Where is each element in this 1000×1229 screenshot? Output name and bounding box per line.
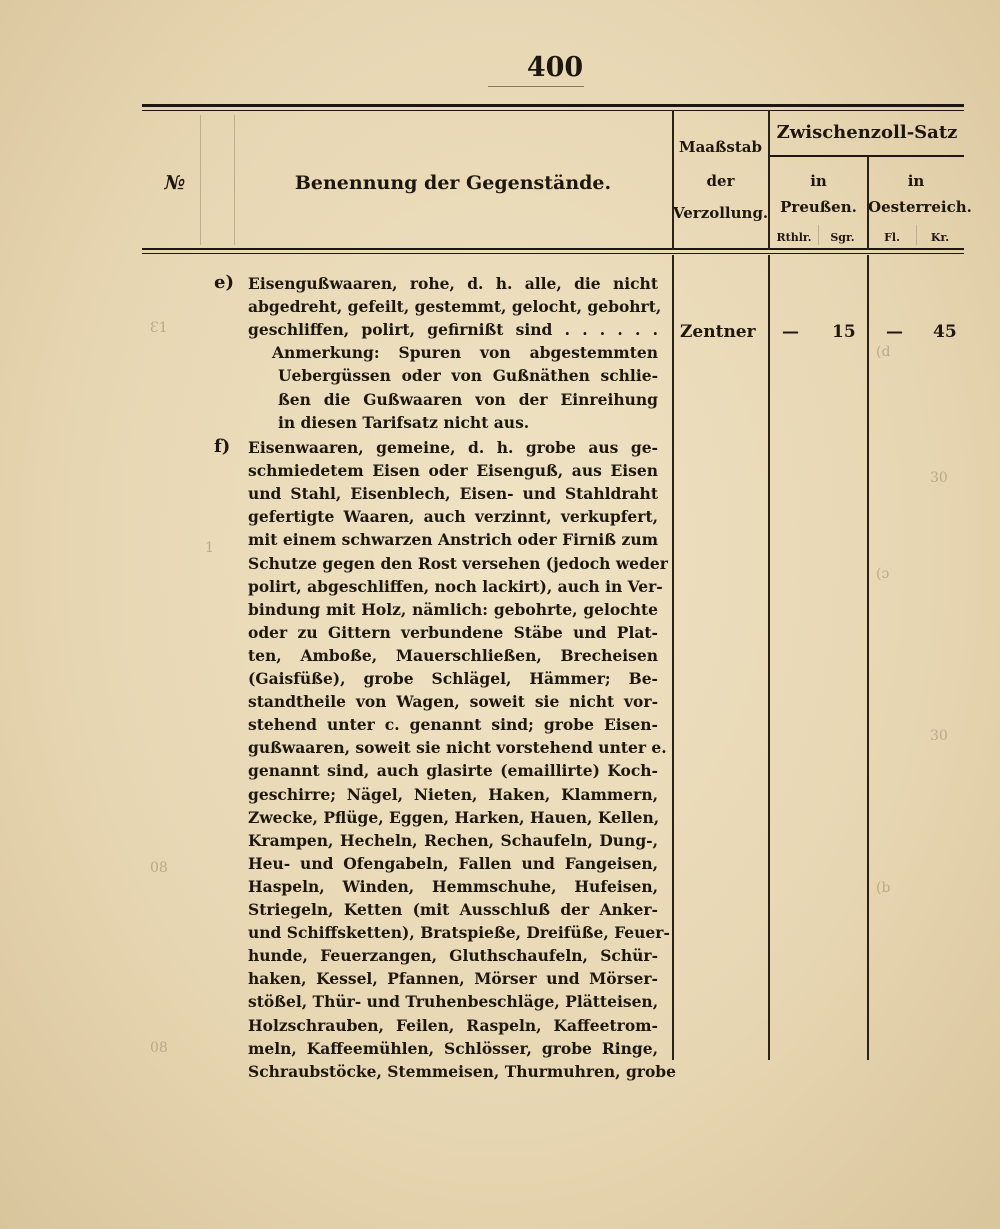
entry-text-line: genannt sind, auch glasirte (emaillirte) Koch- <box>248 761 658 781</box>
entry-text-line: Holzschrauben, Feilen, Raspeln, Kaffeetrom- <box>248 1015 658 1035</box>
header-maassstab-2: der <box>706 172 735 190</box>
entry-text-line: oder zu Gittern verbundene Stäbe und Plat- <box>248 622 658 642</box>
entry-text-line: polirt, abgeschliffen, noch lackirt), auch in Ver- <box>248 576 663 596</box>
entry-text-line: stehend unter c. genannt sind; grobe Eisen- <box>248 715 658 735</box>
entry-text-line: gefertigte Waaren, auch verzinnt, verkupfert, <box>248 507 658 527</box>
austria-kr-value: 45 <box>933 322 957 342</box>
austria-fl-value: — <box>886 322 903 342</box>
prussia-sgr-value: 15 <box>832 322 856 342</box>
col-divider-1 <box>672 255 674 1060</box>
entry-text-line: (Gaisfüße), grobe Schlägel, Hämmer; Be- <box>248 669 658 688</box>
entry-text-line: Striegeln, Ketten (mit Ausschluß der Anker- <box>248 900 658 919</box>
entry-text-line: meln, Kaffeemühlen, Schlösser, grobe Ringe, <box>248 1038 658 1058</box>
bleed-mark: Ɛ1 <box>150 320 168 336</box>
bleed-mark: 30 <box>930 470 948 486</box>
table-top-rule-thin <box>142 110 964 111</box>
measure-zentner: Zentner <box>680 322 756 342</box>
entry-text-line: Eisenwaaren, gemeine, d. h. grobe aus ge- <box>248 438 658 457</box>
faint-divider-header <box>234 115 235 245</box>
entry-text-line: ten, Amboße, Mauerschließen, Brecheisen <box>248 645 658 665</box>
entry-text-line: mit einem schwarzen Anstrich oder Firniß zum <box>248 530 658 550</box>
entry-text-line: stößel, Thür- und Truhenbeschläge, Plätteisen, <box>248 992 659 1012</box>
header-bottom-rule-thin <box>142 253 964 254</box>
entry-text-line: Schutze gegen den Rost versehen (jedoch weder <box>248 553 668 573</box>
header-preussen-2: Preußen. <box>780 198 857 216</box>
header-zwischenzoll: Zwischenzoll-Satz <box>776 122 958 143</box>
table-top-rule <box>142 104 964 107</box>
entry-text-line: gußwaaren, soweit sie nicht vorstehend unter e. <box>248 738 667 758</box>
entry-text-line: Zwecke, Pflüge, Eggen, Harken, Hauen, Kellen, <box>248 807 660 827</box>
header-preussen-1: in <box>810 172 827 190</box>
entry-text-line: abgedreht, gefeilt, gestemmt, gelocht, gebohrt, <box>248 297 662 317</box>
header-oesterreich-1: in <box>907 172 925 190</box>
entry-text-line: haken, Kessel, Pfannen, Mörser und Mörser- <box>248 969 658 989</box>
bleed-mark: (d <box>876 344 891 360</box>
entry-text-line: geschliffen, polirt, gefirnißt sind . . . . . . <box>248 320 658 340</box>
bleed-mark: 08 <box>150 860 168 876</box>
entry-text-line: standtheile von Wagen, soweit sie nicht vor- <box>248 692 658 712</box>
entry-text-line: Anmerkung: Spuren von abgestemmten <box>272 343 658 363</box>
bleed-mark: 1 <box>205 540 214 556</box>
bleed-mark: (ɔ <box>876 566 890 582</box>
entry-text-line: Krampen, Hecheln, Rechen, Schaufeln, Dung-, <box>248 830 658 850</box>
entry-text-line: geschirre; Nägel, Nieten, Haken, Klammern, <box>248 784 658 804</box>
entry-letter-e: e) <box>214 272 234 293</box>
entry-text-line: Eisengußwaaren, rohe, d. h. alle, die nicht <box>248 274 658 293</box>
entry-text-line: und Stahl, Eisenblech, Eisen- und Stahldraht <box>248 484 658 504</box>
entry-text-line: hunde, Feuerzangen, Gluthschaufeln, Schür- <box>248 946 658 966</box>
entry-text-line: schmiedetem Eisen oder Eisenguß, aus Eisen <box>248 461 658 481</box>
page-number: 400 <box>526 52 584 83</box>
unit-fl: Fl. <box>884 231 900 244</box>
header-number: № <box>164 172 186 194</box>
unit-rthlr: Rthlr. <box>776 231 812 244</box>
col-divider-3 <box>867 255 869 1060</box>
col-divider-2 <box>768 255 770 1060</box>
entry-text-line: in diesen Tarifsatz nicht aus. <box>278 412 530 432</box>
entry-text-line: bindung mit Holz, nämlich: gebohrte, gelochte <box>248 599 658 619</box>
entry-text-line: Schraubstöcke, Stemmeisen, Thurmuhren, grobe <box>248 1061 676 1081</box>
unit-sgr: Sgr. <box>830 231 855 244</box>
entry-letter-f: f) <box>214 436 231 457</box>
header-bottom-rule <box>142 248 964 250</box>
entry-text-line: Heu- und Ofengabeln, Fallen und Fangeisen, <box>248 853 658 873</box>
entry-text-line: Haspeln, Winden, Hemmschuhe, Hufeisen, <box>248 876 658 896</box>
bleed-mark: 30 <box>930 728 948 744</box>
bleed-mark: 08 <box>150 1040 168 1056</box>
header-oesterreich-2: Oesterreich. <box>868 198 972 216</box>
header-maassstab-1: Maaßstab <box>678 138 763 156</box>
entry-text-line: Uebergüssen oder von Gußnäthen schlie- <box>278 366 658 386</box>
unit-kr: Kr. <box>930 231 950 244</box>
header-maassstab-3: Verzollung. <box>673 204 769 222</box>
prussia-rthlr-value: — <box>782 322 799 342</box>
entry-text-line: und Schiffsketten), Bratspieße, Dreifüße, Feuer- <box>248 923 670 943</box>
page-number-rule <box>488 86 584 87</box>
bleed-mark: (b <box>876 880 891 896</box>
entry-text-line: ßen die Gußwaaren von der Einreihung <box>278 389 658 409</box>
header-benennung: Benennung der Gegenstände. <box>294 172 612 194</box>
